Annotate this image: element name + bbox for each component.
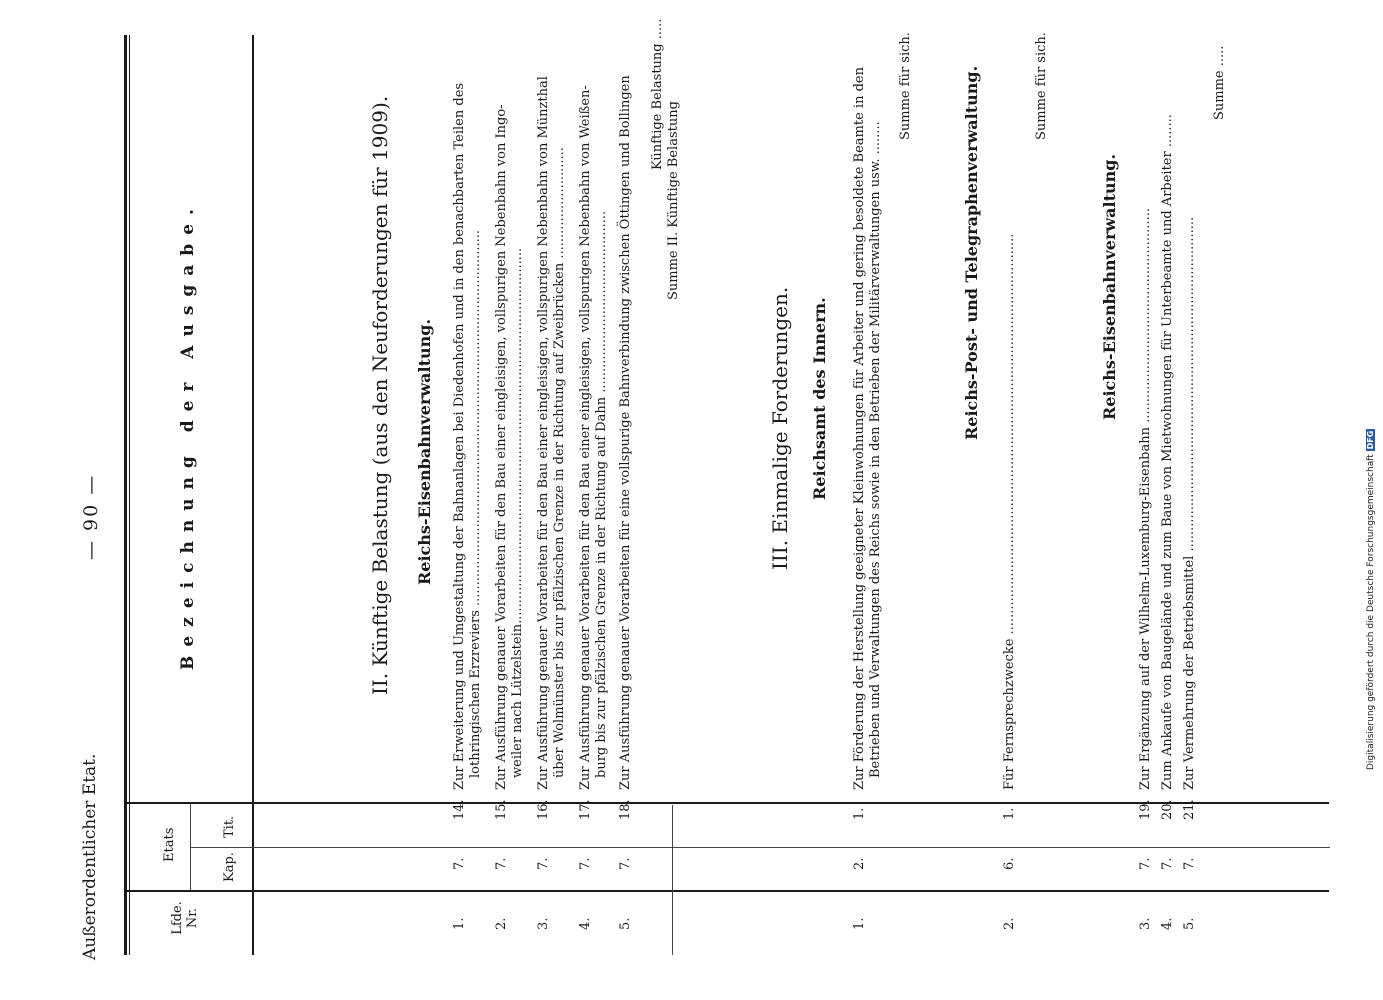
etats-divider	[190, 804, 191, 890]
column-divider-kap	[190, 847, 1330, 848]
header-bottom-rule	[252, 35, 254, 955]
top-rule-inner	[129, 35, 130, 955]
section-ii-subtitle: Reichs-Eisenbahnverwaltung.	[415, 318, 434, 585]
section-ii-sum-total: Summe II. Künftige Belastung	[666, 101, 681, 300]
page-number: — 90 —	[80, 473, 102, 560]
section-iii-group-2-subtitle: Reichs-Post- und Telegraphenverwaltung.	[962, 65, 981, 440]
document-page: Außerordentlicher Etat. — 90 — Lfde. Nr. Etats Kap. Tit. Bezeichnung der Ausgabe. II. Künftige Belastung (aus den Neuforderungen für 1909). Reichs-Eisenbahnverwaltung. 1. 7. 14. Zur Erweiterung und Umgestaltung der Bahnanlagen bei Diedenhofen und in den benachbarten Teilen des lothringischen Erzreviers ........................................................................................... 2. 7. 15. Zur Ausführung genauer Vorarbeiten für den Bau einer eingleisigen, vollspurigen Nebenbahn von Ingo- weiler nach Lützelstein........................................................................................... 3. 7. 16. Zur Ausführung genauer Vorarbeiten für den Bau einer eingleisigen, vollspurigen Nebenbahn von Münzthal über Wolmünster bis zur pfälzischen Grenze in der Richtung auf Zweibrücken ........................... 4. 7. 17. Zur Ausführung genauer Vorarbeiten für den Bau einer eingleisigen, vollspurigen Nebenbahn von Weißen- burg bis zur pfälzischen Grenze in der Richtung auf Dahn ............................................ 5. 7. 18. Zur Ausführung genauer Vorarbeiten für eine vollspurige Bahnverbindung zwischen Öttingen und Bollingen Künftige Belastung ..... Summe II. Künftige Belastung III. Einmalige Forderungen. Reichsamt des Innern. 1. 2. 1. Zur Förderung der Herstellung geeigneter Kleinwohnungen für Arbeiter und gering besoldete Beamte in den Betrieben und Verwaltungen des Reichs sowie in den Betrieben der Militärverwaltungen usw. ........ Summe für sich. Reichs-Post- und Telegraphenverwaltung. 2. 6. 1. Für Fernsprechzwecke ................................................................................................. Summe für sich. Reichs-Eisenbahnverwaltung. 3. 7. 19. Zur Ergänzung auf der Wilhelm-Luxemburg-Eisenbahn .................................................... 4. 7. 20. Zum Ankaufe von Baugelände und zum Baue von Mietwohnungen für Unterbeamte und Arbeiter ........ 5. 7. 21. Zur Vermehrung der Betriebsmittel ................................................................................. Summe ..... Digitalisierung gefördert durch die Deutsche Forschungsgemeinschaft DFG	[80, 18, 1376, 960]
column-divider-nr	[124, 890, 1329, 892]
section-title-ii: II. Künftige Belastung (aus den Neuforderungen für 1909).	[368, 95, 392, 695]
running-title: Außerordentlicher Etat.	[80, 753, 100, 960]
column-header-nr: Lfde. Nr.	[170, 901, 200, 935]
section-iii-group-3-sum: Summe .....	[1212, 45, 1227, 120]
section-iii-group-2-sum: Summe für sich.	[1034, 32, 1049, 140]
column-header-kap: Kap.	[222, 852, 237, 882]
row-separator	[672, 805, 673, 955]
digitization-note: Digitalisierung gefördert durch die Deutsche Forschungsgemeinschaft DFG	[1366, 430, 1376, 770]
column-header-tit: Tit.	[222, 815, 237, 838]
section-iii-group-1-sum: Summe für sich.	[898, 32, 913, 140]
section-title-iii: III. Einmalige Forderungen.	[768, 286, 792, 570]
dfg-logo: DFG	[1366, 430, 1375, 450]
section-iii-group-3-subtitle: Reichs-Eisenbahnverwaltung.	[1100, 153, 1119, 420]
section-ii-sum-line: Künftige Belastung .....	[650, 18, 665, 170]
section-iii-group-1-subtitle: Reichsamt des Innern.	[810, 297, 829, 500]
top-rule-outer	[124, 35, 127, 955]
column-header-bezeichnung: Bezeichnung der Ausgabe.	[178, 200, 198, 670]
column-header-etats: Etats	[162, 827, 177, 862]
